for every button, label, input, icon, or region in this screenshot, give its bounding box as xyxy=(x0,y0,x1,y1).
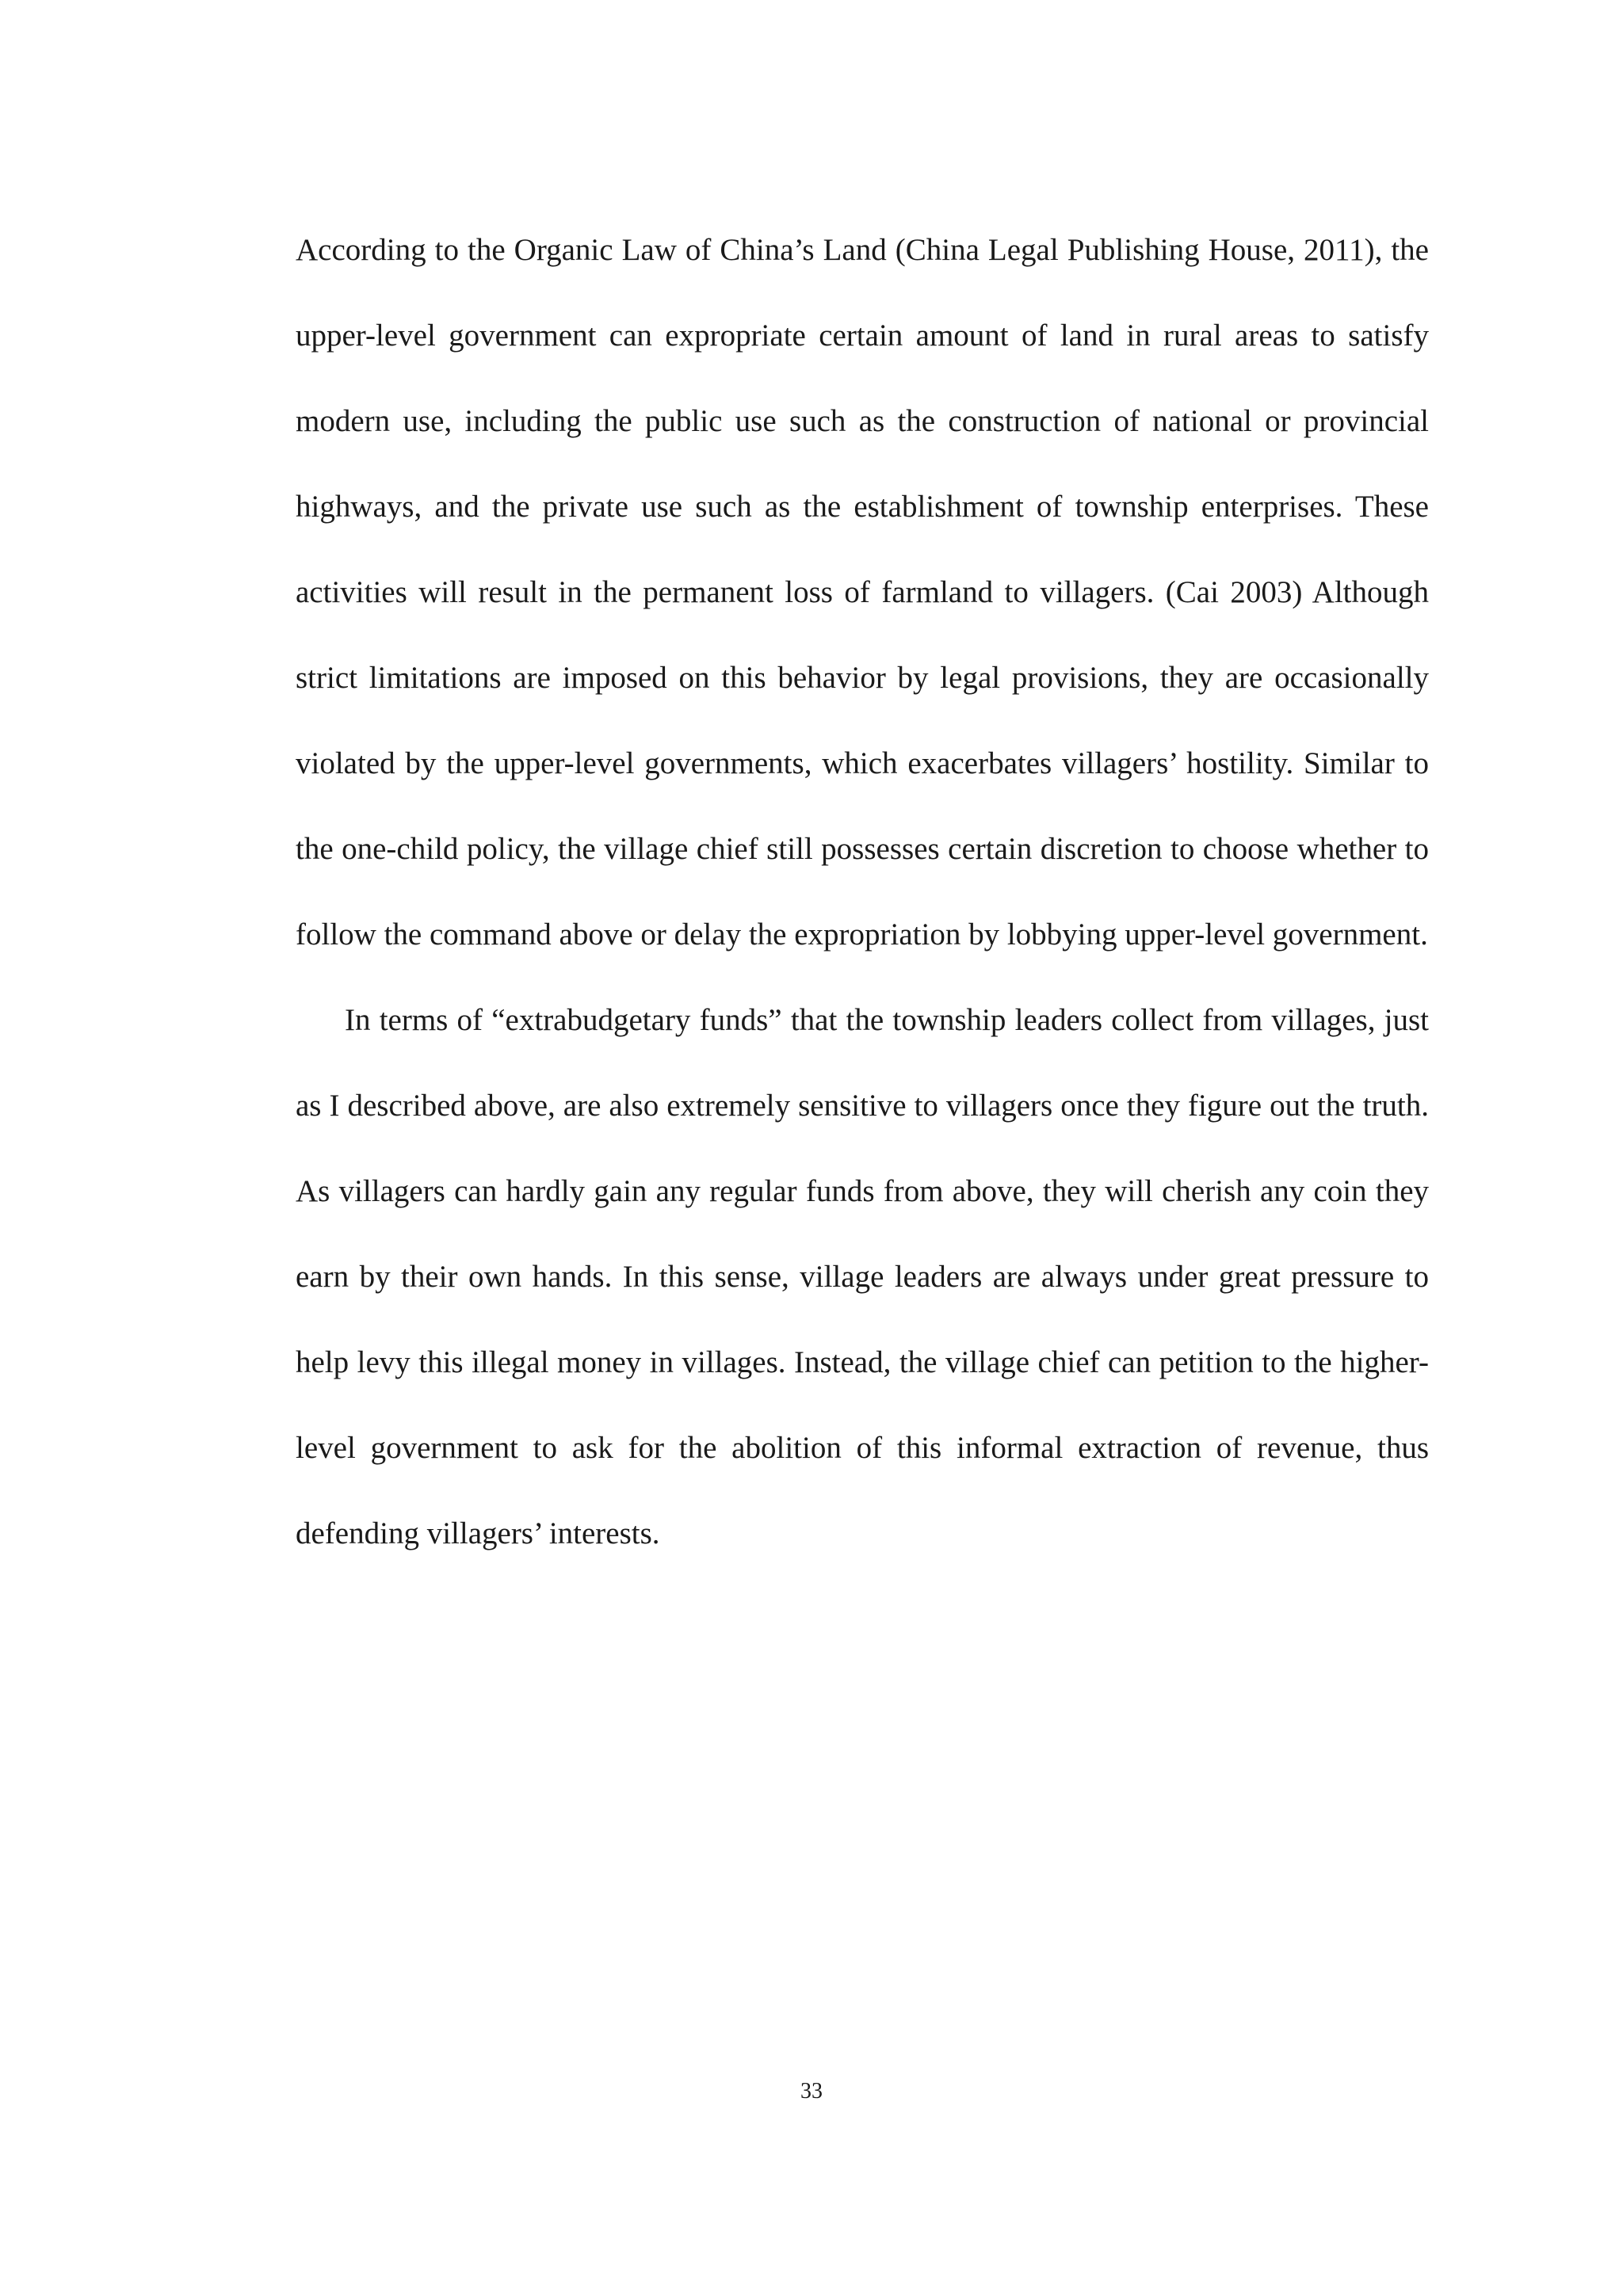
body-text xyxy=(296,208,1429,1577)
paragraph-extrabudgetary-funds: In terms of “extrabudgetary funds” that the township leaders collect from villages, just as I described above, are also extremely sensitive to villagers once they figure out the truth. As villagers can hardly gain any regular funds from above, they will cherish any coin they earn by their own hands. In this sense, village leaders are always under great pressure to help levy this illegal money in villages. Instead, the village chief can petition to the higher-level government to ask for the abolition of this informal extraction of revenue, thus defending villagers’ interests. xyxy=(296,1003,1429,1550)
page-number: 33 xyxy=(800,2079,823,2103)
paragraph-land-expropriation: According to the Organic Law of China’s Land (China Legal Publishing House, 2011), the upper-level government can expropriate certain amount of land in rural areas to satisfy modern use, including the public use such as the construction of national or provincial highways, and the private use such as the establishment of township enterprises. These activities will result in the permanent loss of farmland to villagers. (Cai 2003) Although strict limitations are imposed on this behavior by legal provisions, they are occasionally violated by the upper-level governments, which exacerbates villagers’ hostility. Similar to the one-child policy, the village chief still possesses certain discretion to choose whether to follow the command above or delay the expropriation by lobbying upper-level government. xyxy=(296,233,1429,952)
